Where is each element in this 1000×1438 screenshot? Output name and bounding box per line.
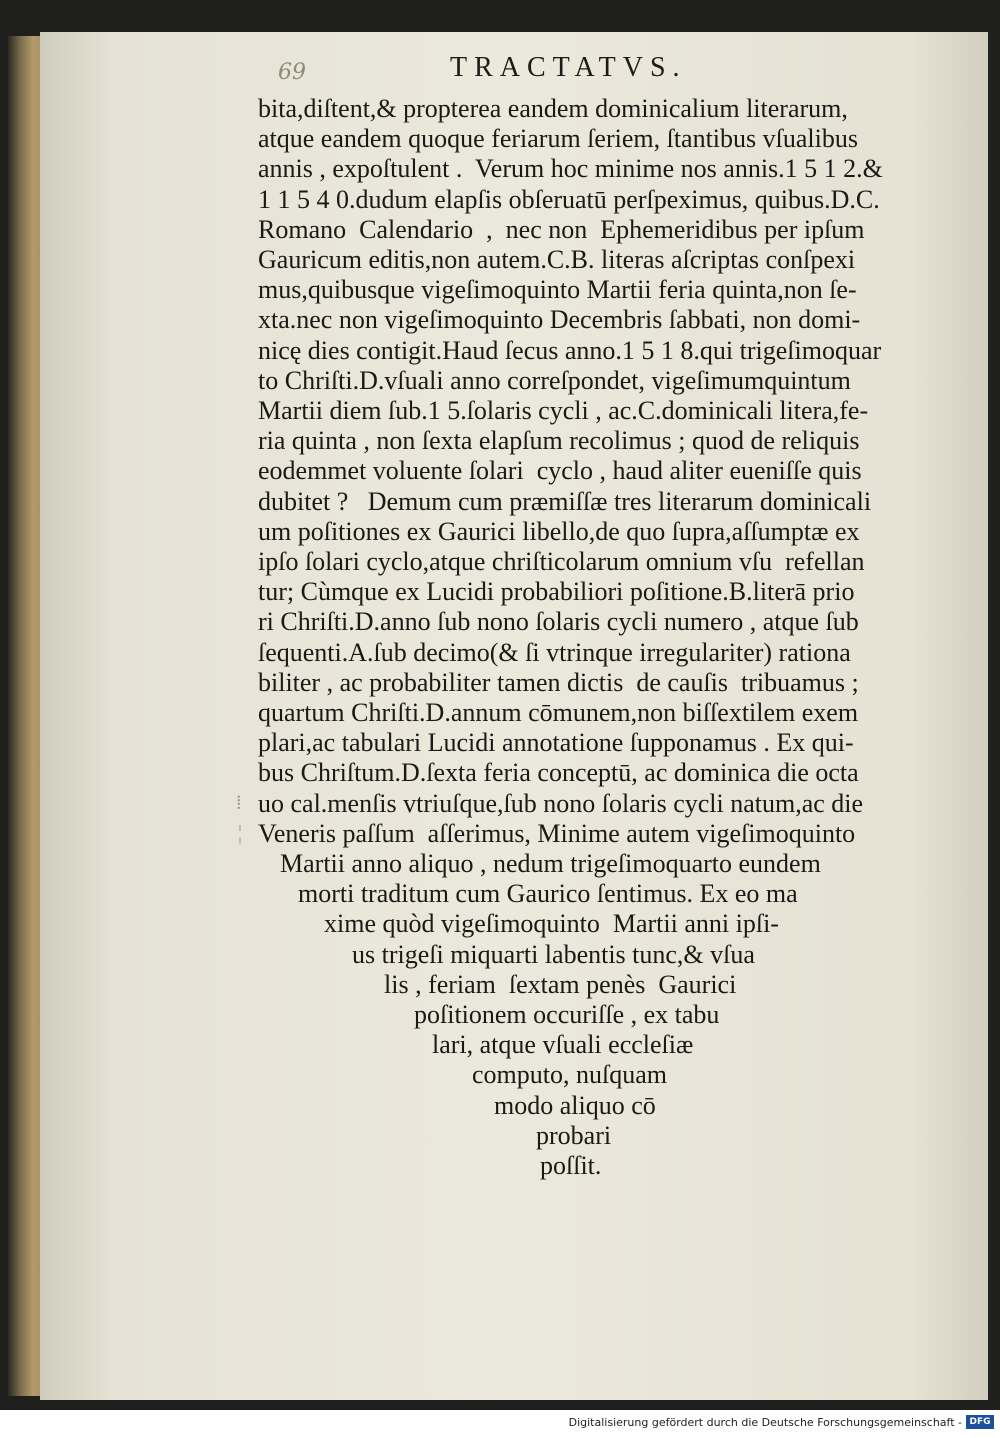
text-line: dubitet ? Demum cum præmiſſæ tres literarum dominicali — [258, 486, 872, 516]
funding-credit: Digitalisierung gefördert durch die Deutsche Forschungsgemeinschaft - — [568, 1416, 962, 1429]
book-fore-edge — [8, 36, 44, 1396]
text-line: biliter , ac probabiliter tamen dictis de cauſis tribuamus ; — [258, 667, 859, 697]
text-line: Romano Calendario , nec non Ephemeridibus per ipſum — [258, 214, 865, 244]
text-line: us trigeſi miquarti labentis tunc,& vſua — [352, 939, 755, 969]
text-line: modo aliquo cō — [494, 1090, 656, 1120]
text-line: ipſo ſolari cyclo,atque chriſticolarum omnium vſu refellan — [258, 547, 865, 576]
text-line: um poſitiones ex Gaurici libello,de quo ſupra,aſſumptæ ex — [258, 516, 860, 546]
text-line: quartum Chriſti.D.annum cōmunem,non biſſextilem exem — [258, 698, 859, 727]
margin-mark: ⁞ — [236, 792, 242, 814]
text-line: xta.nec non vigeſimoquinto Decembris ſabbati, non domi- — [258, 305, 861, 335]
dfg-logo: DFG — [966, 1415, 994, 1429]
text-line: probari — [536, 1120, 612, 1150]
digitization-footer — [0, 1410, 1000, 1438]
text-line: uo cal.menſis vtriuſque,ſub nono ſolaris cycli natum,ac die — [258, 788, 864, 818]
text-line: ri Chriſti.D.anno ſub nono ſolaris cycli numero , atque ſub — [258, 607, 859, 637]
text-line: eodemmet voluente ſolari cyclo , haud aliter eueniſſe quis — [258, 456, 862, 486]
text-line: bus Chriſtum.D.ſexta feria conceptū, ac dominica die octa — [258, 758, 859, 788]
text-line: ria quinta , non ſexta elapſum recolimus ; quod de reliquis — [258, 426, 860, 456]
running-head: TRACTATVS. — [450, 52, 687, 83]
book-page — [40, 32, 988, 1400]
text-line: annis , expoſtulent . Verum hoc minime nos annis.1 5 1 2.& — [258, 154, 883, 184]
text-line: ſequenti.A.ſub decimo(& ſi vtrinque irregulariter) rationa — [258, 637, 851, 667]
text-line: 1 1 5 4 0.dudum elapſis obſeruatū perſpeximus, quibus.D.C. — [258, 184, 880, 214]
text-line: plari,ac tabulari Lucidi annotatione ſupponamus . Ex qui- — [258, 728, 854, 758]
text-line: bita,diſtent,& propterea eandem dominicalium literarum, — [258, 94, 848, 123]
folio-number: 69 — [278, 60, 306, 85]
text-line: Gauricum editis,non autem.C.B. literas aſcriptas conſpexi — [258, 245, 856, 274]
text-line: Martii anno aliquo , nedum trigeſimoquarto eundem — [280, 849, 821, 878]
text-line: to Chriſti.D.vſuali anno correſpondet, vigeſimumquintum — [258, 365, 851, 395]
text-line: lis , feriam ſextam penès Gaurici — [384, 969, 737, 999]
text-line: computo, nuſquam — [472, 1060, 667, 1090]
text-line: Veneris paſſum aſſerimus, Minime autem vigeſimoquinto — [258, 818, 856, 848]
text-line: mus,quibusque vigeſimoquinto Martii feria quinta,non ſe- — [258, 275, 857, 305]
text-line: lari, atque vſuali eccleſiæ — [432, 1030, 694, 1060]
text-line: poſitionem occuriſſe , ex tabu — [414, 1000, 720, 1029]
text-line: xime quòd vigeſimoquinto Martii anni ipſi- — [324, 909, 779, 939]
text-line: tur; Cùmque ex Lucidi probabiliori poſitione.B.literā prio — [258, 577, 855, 607]
text-line: poſſit. — [540, 1151, 602, 1180]
text-line: nicę dies contigit.Haud ſecus anno.1 5 1 8.qui trigeſimoquar — [258, 335, 882, 365]
text-line: Martii diem ſub.1 5.ſolaris cycli , ac.C.dominicali litera,fe- — [258, 396, 869, 425]
text-line: atque eandem quoque feriarum ſeriem, ſtantibus vſualibus — [258, 124, 858, 154]
text-line: morti traditum cum Gaurico ſentimus. Ex eo ma — [298, 879, 798, 909]
margin-mark: ¦ — [238, 822, 243, 844]
